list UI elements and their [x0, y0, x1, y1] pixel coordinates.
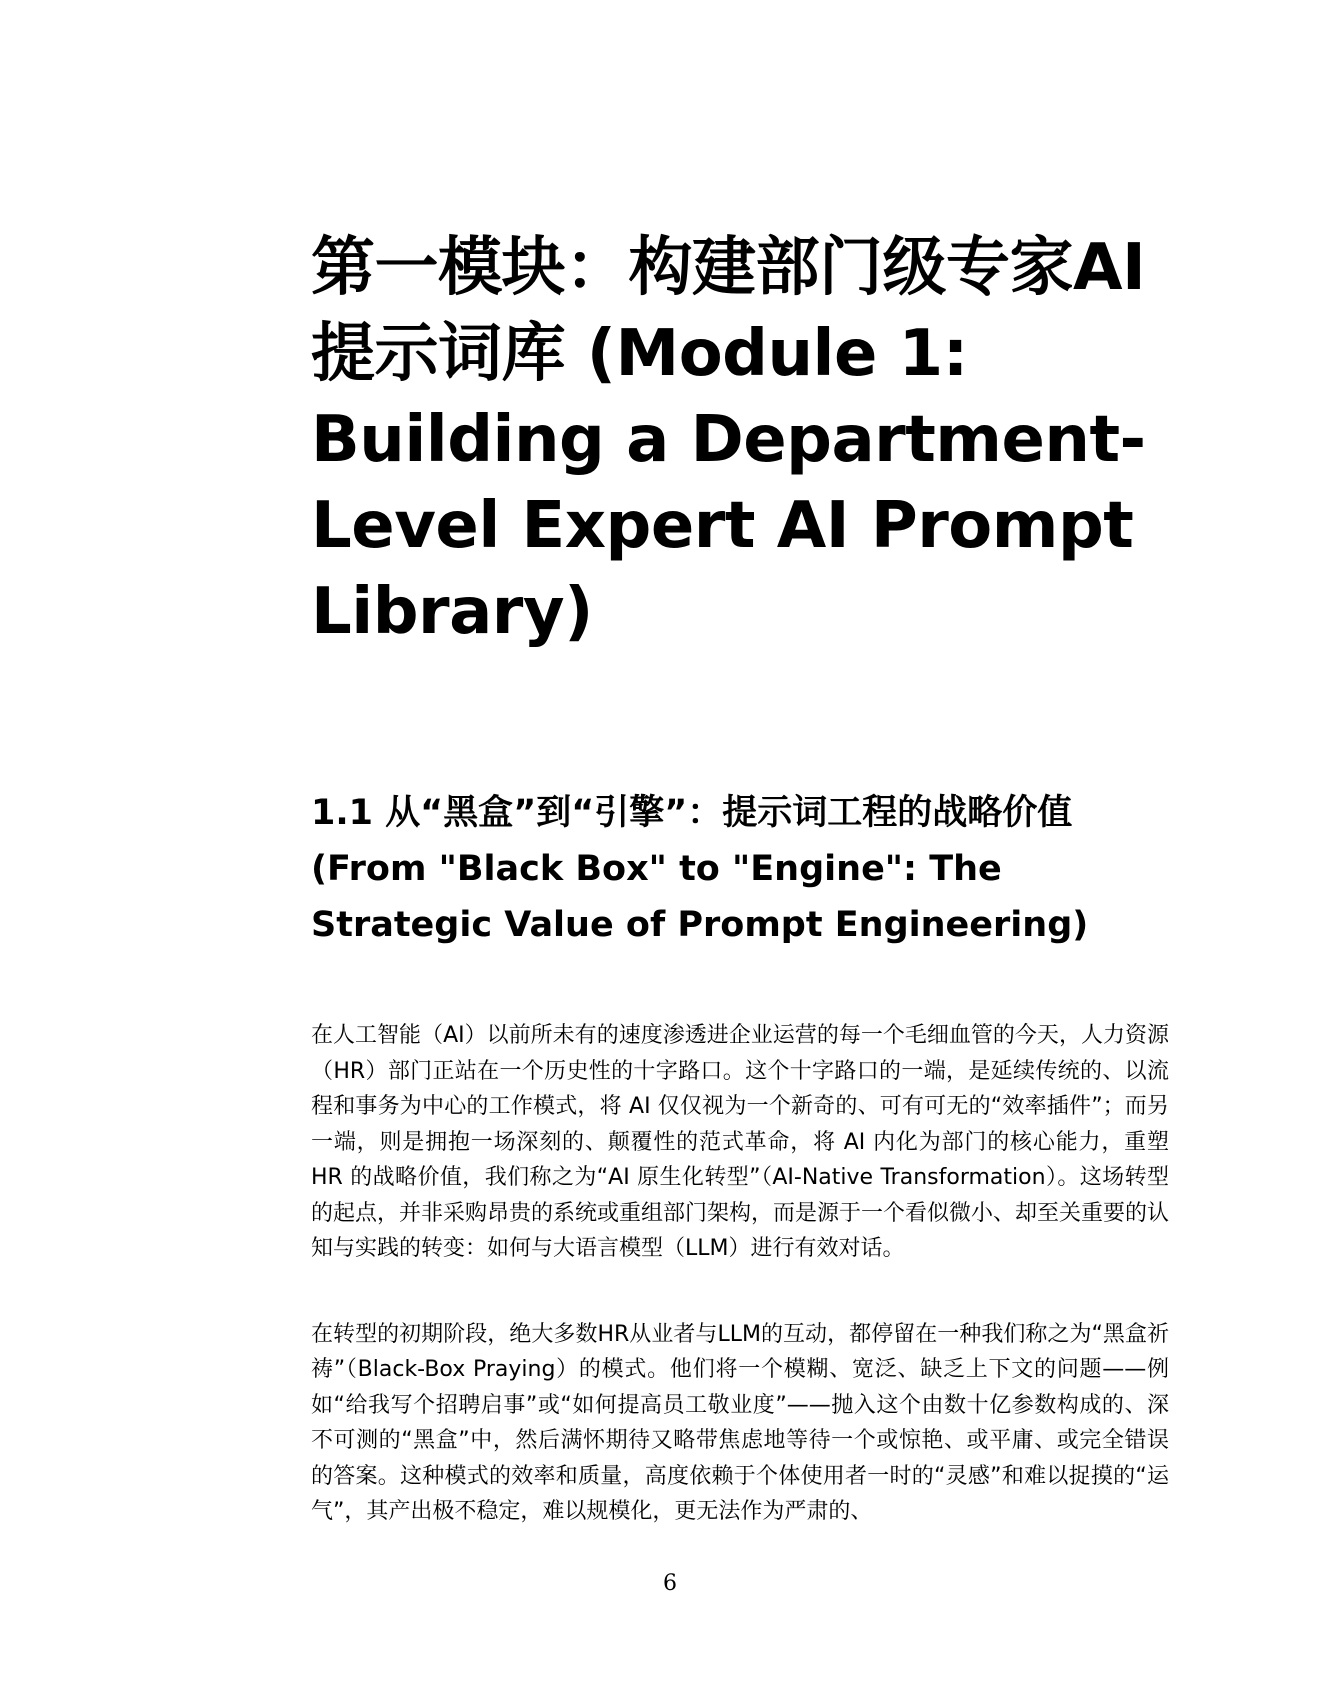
page-number: 6	[663, 1571, 677, 1596]
page-content	[311, 225, 1169, 1530]
module-title: 第一模块：构建部门级专家AI 提示词库 (Module 1: Building a Department-Level Expert AI Prompt Library)	[311, 231, 1146, 649]
body-paragraph-2: 在转型的初期阶段，绝大多数HR从业者与LLM的互动，都停留在一种我们称之为“黑盒祈祷”（Black-Box Praying）的模式。他们将一个模糊、宽泛、缺乏上下文的问题——例如“给我写个招聘启事”或“如何提高员工敬业度”——抛入这个由数十亿参数构成的、深不可测的“黑盒”中，然后满怀期待又略带焦虑地等待一个或惊艳、或平庸、或完全错误的答案。这种模式的效率和质量，高度依赖于个体使用者一时的“灵感”和难以捉摸的“运气”，其产出极不稳定，难以规模化，更无法作为严肃的、	[311, 1321, 1169, 1524]
body-paragraph-1: 在人工智能（AI）以前所未有的速度渗透进企业运营的每一个毛细血管的今天，人力资源（HR）部门正站在一个历史性的十字路口。这个十字路口的一端，是延续传统的、以流程和事务为中心的工作模式，将 AI 仅仅视为一个新奇的、可有可无的“效率插件”；而另一端，则是拥抱一场深刻的、颠覆性的范式革命，将 AI 内化为部门的核心能力，重塑 HR 的战略价值，我们称之为“AI 原生化转型”（AI-Native Transformation）。这场转型的起点，并非采购昂贵的系统或重组部门架构，而是源于一个看似微小、却至关重要的认知与实践的转变：如何与大语言模型（LLM）进行有效对话。	[311, 1023, 1170, 1261]
section-title: 1.1 从“黑盒”到“引擎”：提示词工程的战略价值 (From "Black Box" to "Engine": The Strategic Value of Prompt Engineering)	[311, 793, 1089, 945]
